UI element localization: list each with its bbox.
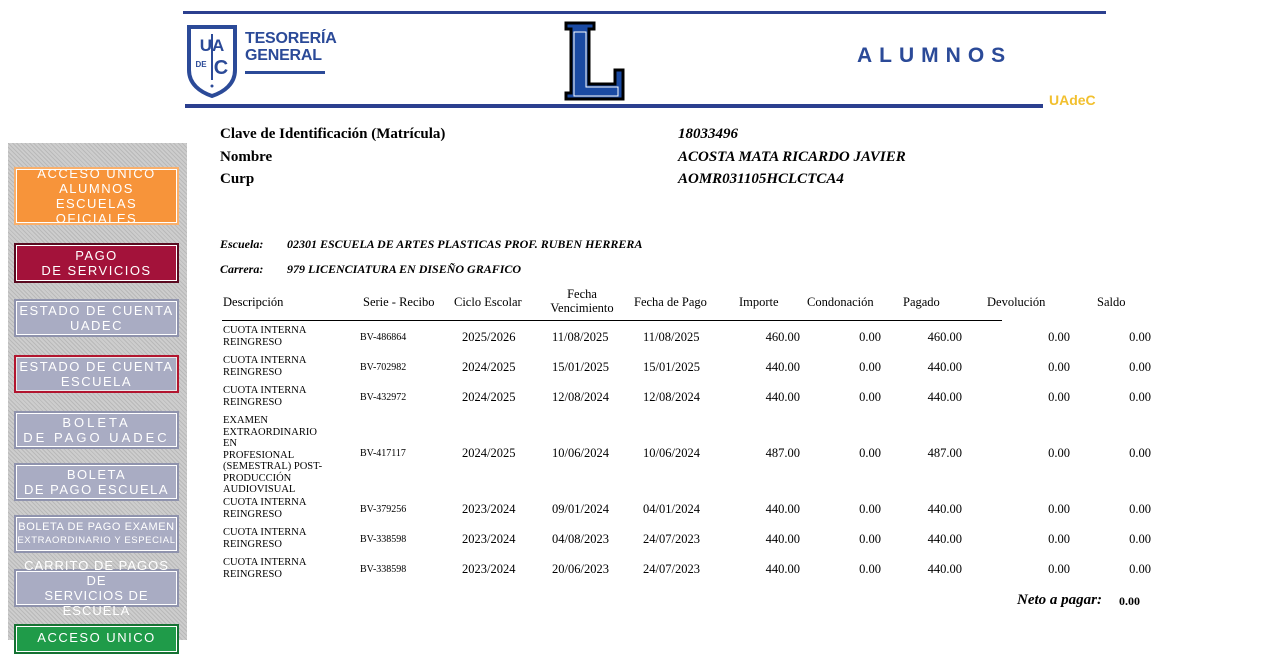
- table-header-rule: [222, 320, 1002, 321]
- row-ciclo: 2023/2024: [462, 562, 516, 576]
- row-pagado: 440.00: [927, 390, 962, 404]
- uadec-shield-logo: [186, 24, 238, 103]
- col-header-serie: Serie - Recibo: [363, 295, 435, 309]
- row-importe: 440.00: [765, 562, 800, 576]
- row-descripcion: [223, 385, 333, 408]
- row-ciclo: 2023/2024: [462, 502, 516, 516]
- row-descripcion-line: EXTRAORDINARIO EN: [223, 426, 317, 449]
- row-serie-recibo: BV-486864: [360, 332, 407, 343]
- row-serie-recibo: BV-379256: [360, 504, 407, 515]
- col-header-condonacion: Condonación: [807, 295, 874, 309]
- estado-de-cuenta-uadec-button[interactable]: ESTADO DE CUENTA UADEC: [14, 299, 179, 337]
- row-venc: 09/01/2024: [552, 502, 609, 516]
- acceso-unico-green-button[interactable]: ACCESO UNICO: [14, 624, 179, 654]
- row-condonacion: 0.00: [859, 446, 881, 460]
- row-pago: 10/06/2024: [643, 446, 700, 460]
- row-condonacion: 0.00: [859, 562, 881, 576]
- row-importe: 460.00: [765, 330, 800, 344]
- header-top-rule: [183, 11, 1106, 14]
- col-header-fecha-vencimiento: Fecha Vencimiento: [550, 287, 614, 315]
- estado-de-cuenta-escuela-button[interactable]: ESTADO DE CUENTA ESCUELA: [14, 355, 179, 393]
- col-header-importe: Importe: [739, 295, 779, 309]
- row-saldo: 0.00: [1129, 446, 1151, 460]
- row-pago: 12/08/2024: [643, 390, 700, 404]
- row-descripcion-line: CUOTA INTERNA: [223, 355, 307, 366]
- row-pagado: 440.00: [927, 532, 962, 546]
- row-descripcion-line: REINGRESO: [223, 568, 282, 580]
- row-saldo: 0.00: [1129, 360, 1151, 374]
- row-descripcion-line: CUOTA INTERNA: [223, 527, 307, 538]
- escuela-label: Escuela:: [220, 237, 264, 251]
- row-importe: 440.00: [765, 502, 800, 516]
- col-header-ciclo: Ciclo Escolar: [454, 295, 522, 309]
- letter-l-logo: [563, 20, 627, 107]
- row-serie-recibo: BV-702982: [360, 362, 407, 373]
- neto-a-pagar-value: 0.00: [1119, 594, 1140, 608]
- row-descripcion-line: CUOTA INTERNA: [223, 497, 307, 508]
- row-venc: 10/06/2024: [552, 446, 609, 460]
- row-pagado: 487.00: [927, 446, 962, 460]
- acceso-unico-escuelas-oficiales-button[interactable]: ACCESO UNICO ALUMNOS ESCUELAS OFICIALES: [14, 167, 179, 225]
- row-descripcion: [223, 497, 333, 520]
- row-devolucion: 0.00: [1048, 562, 1070, 576]
- row-pagado: 440.00: [927, 360, 962, 374]
- row-condonacion: 0.00: [859, 360, 881, 374]
- row-ciclo: 2023/2024: [462, 532, 516, 546]
- row-descripcion: [223, 557, 333, 580]
- row-descripcion: [223, 415, 333, 496]
- nombre-label: Nombre: [220, 149, 273, 165]
- svg-text:UA: UA: [199, 36, 225, 55]
- row-devolucion: 0.00: [1048, 446, 1070, 460]
- uadec-wordmark: UAdeC: [1049, 92, 1096, 108]
- row-serie-recibo: BV-417117: [360, 448, 406, 459]
- col-header-pagado: Pagado: [903, 295, 940, 309]
- svg-text:C: C: [213, 57, 229, 79]
- row-saldo: 0.00: [1129, 562, 1151, 576]
- neto-a-pagar-label: Neto a pagar:: [1017, 592, 1102, 608]
- row-devolucion: 0.00: [1048, 390, 1070, 404]
- clave-value: 18033496: [678, 126, 738, 142]
- alumnos-title: ALUMNOS: [857, 44, 1013, 67]
- svg-text:DE: DE: [195, 60, 207, 69]
- row-serie-recibo: BV-338598: [360, 534, 407, 545]
- row-devolucion: 0.00: [1048, 360, 1070, 374]
- escuela-value: 02301 ESCUELA DE ARTES PLASTICAS PROF. RUBEN HERRERA: [287, 237, 643, 251]
- row-pagado: 440.00: [927, 502, 962, 516]
- row-descripcion-line: CUOTA INTERNA: [223, 557, 307, 568]
- carrera-label: Carrera:: [220, 262, 264, 276]
- row-ciclo: 2024/2025: [462, 360, 516, 374]
- row-devolucion: 0.00: [1048, 502, 1070, 516]
- sidebar-menu: [8, 143, 187, 645]
- row-descripcion-line: REINGRESO: [223, 396, 282, 408]
- row-pago: 24/07/2023: [643, 562, 700, 576]
- row-pago: 15/01/2025: [643, 360, 700, 374]
- row-saldo: 0.00: [1129, 390, 1151, 404]
- boleta-de-pago-examen-button[interactable]: BOLETA DE PAGO EXAMEN EXTRAORDINARIO Y ESPECIAL: [14, 515, 179, 553]
- clave-label: Clave de Identificación (Matrícula): [220, 126, 446, 142]
- row-pago: 11/08/2025: [643, 330, 700, 344]
- row-condonacion: 0.00: [859, 502, 881, 516]
- header-bottom-rule: [185, 104, 1043, 108]
- row-condonacion: 0.00: [859, 532, 881, 546]
- row-saldo: 0.00: [1129, 502, 1151, 516]
- row-devolucion: 0.00: [1048, 330, 1070, 344]
- row-descripcion: [223, 527, 333, 550]
- row-descripcion-line: CUOTA INTERNA: [223, 325, 307, 336]
- row-condonacion: 0.00: [859, 390, 881, 404]
- row-descripcion-line: (SEMESTRAL) POST-: [223, 461, 323, 472]
- row-descripcion-line: REINGRESO: [223, 538, 282, 550]
- row-pago: 04/01/2024: [643, 502, 700, 516]
- row-descripcion-line: PROFESIONAL: [223, 449, 295, 461]
- row-descripcion-line: EXAMEN: [223, 415, 268, 426]
- col-header-saldo: Saldo: [1097, 295, 1126, 309]
- curp-value: AOMR031105HCLCTCA4: [678, 171, 844, 187]
- row-saldo: 0.00: [1129, 532, 1151, 546]
- col-header-devolucion: Devolución: [987, 295, 1046, 309]
- row-pago: 24/07/2023: [643, 532, 700, 546]
- row-condonacion: 0.00: [859, 330, 881, 344]
- row-descripcion-line: REINGRESO: [223, 336, 282, 348]
- row-pagado: 440.00: [927, 562, 962, 576]
- row-venc: 04/08/2023: [552, 532, 609, 546]
- carrera-value: 979 LICENCIATURA EN DISEÑO GRAFICO: [287, 262, 522, 276]
- carrito-de-pagos-button[interactable]: CARRITO DE PAGOS DE SERVICIOS DE ESCUELA: [14, 569, 179, 607]
- row-descripcion-line: CUOTA INTERNA: [223, 385, 307, 396]
- nombre-value: ACOSTA MATA RICARDO JAVIER: [678, 149, 906, 165]
- boleta-de-pago-escuela-button[interactable]: BOLETA DE PAGO ESCUELA: [14, 463, 179, 501]
- row-ciclo: 2024/2025: [462, 390, 516, 404]
- tesoreria-general-title: TESORERÍA GENERAL: [245, 30, 337, 64]
- row-serie-recibo: BV-432972: [360, 392, 407, 403]
- row-ciclo: 2025/2026: [462, 330, 516, 344]
- row-descripcion: [223, 355, 333, 378]
- row-serie-recibo: BV-338598: [360, 564, 407, 575]
- row-devolucion: 0.00: [1048, 532, 1070, 546]
- row-saldo: 0.00: [1129, 330, 1151, 344]
- row-venc: 20/06/2023: [552, 562, 609, 576]
- row-venc: 12/08/2024: [552, 390, 609, 404]
- boleta-de-pago-uadec-button[interactable]: BOLETA DE PAGO UADEC: [14, 411, 179, 449]
- row-importe: 440.00: [765, 390, 800, 404]
- row-importe: 440.00: [765, 360, 800, 374]
- row-importe: 487.00: [765, 446, 800, 460]
- row-venc: 11/08/2025: [552, 330, 609, 344]
- row-descripcion-line: AUDIOVISUAL: [223, 484, 296, 495]
- col-header-descripcion: Descripción: [223, 295, 284, 309]
- row-ciclo: 2024/2025: [462, 446, 516, 460]
- row-descripcion-line: PRODUCCIÓN: [223, 472, 292, 484]
- curp-label: Curp: [220, 171, 255, 187]
- pago-de-servicios-button[interactable]: PAGO DE SERVICIOS: [14, 243, 179, 283]
- row-descripcion: [223, 325, 333, 348]
- row-venc: 15/01/2025: [552, 360, 609, 374]
- col-header-fecha-pago: Fecha de Pago: [634, 295, 707, 309]
- row-descripcion-line: REINGRESO: [223, 366, 282, 378]
- row-importe: 440.00: [765, 532, 800, 546]
- row-descripcion-line: REINGRESO: [223, 508, 282, 520]
- row-pagado: 460.00: [927, 330, 962, 344]
